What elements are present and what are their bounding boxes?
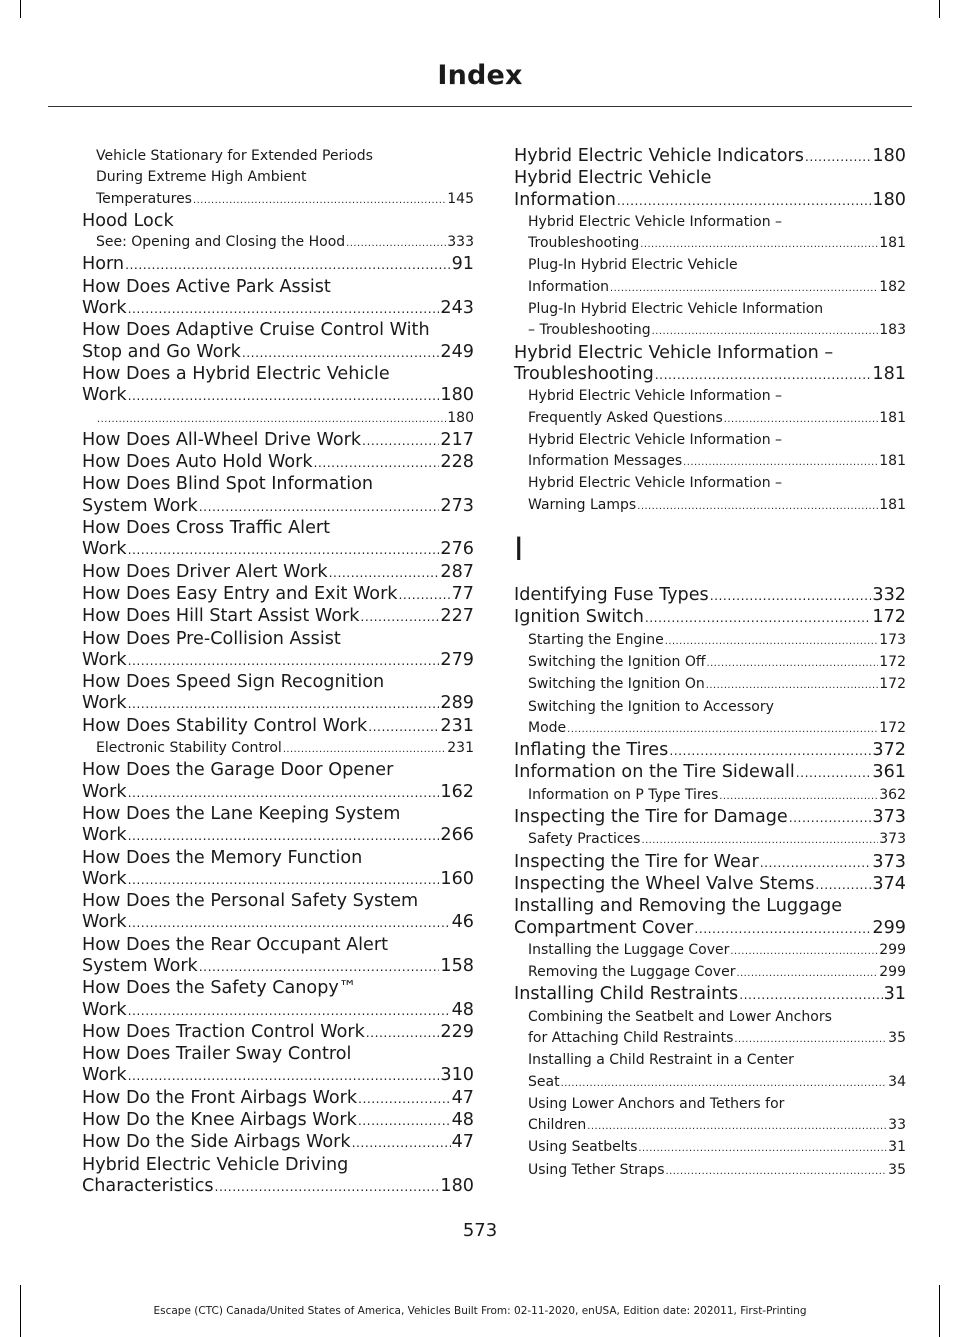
dot-leader: [125, 255, 451, 276]
index-entry: [82, 935, 474, 979]
dot-leader: [352, 1133, 451, 1154]
dot-leader: [128, 1001, 451, 1022]
dot-leader: [358, 1111, 451, 1132]
index-entry-label: See: Opening and Closing the Hood: [96, 234, 346, 251]
index-entry-label: Inspecting the Wheel Valve Stems: [514, 873, 815, 894]
dot-leader: [314, 453, 440, 474]
dot-leader: [128, 1066, 440, 1087]
dot-leader: [706, 675, 879, 696]
index-entry-label: Information: [514, 189, 616, 210]
index-column-left: [82, 146, 474, 1198]
index-entry-text: How Does a Hybrid Electric Vehicle: [82, 363, 390, 384]
index-entry-label: Troubleshooting: [514, 363, 654, 384]
dot-leader: [561, 1073, 888, 1094]
dot-leader: [587, 1116, 887, 1137]
index-subentry: [514, 386, 906, 430]
index-entry: [82, 891, 474, 935]
index-entry-label: Information Messages: [528, 453, 683, 470]
index-entry-label: Work: [82, 298, 127, 319]
dot-leader: [760, 853, 872, 874]
dot-leader: [128, 826, 440, 847]
index-entry: [82, 1110, 474, 1132]
index-page-ref: 35: [888, 1161, 906, 1178]
index-page-ref: 181: [872, 363, 906, 384]
index-page-ref: 373: [879, 831, 906, 848]
index-entry-label: How Does Driver Alert Work: [82, 561, 328, 582]
index-entry-text: Hybrid Electric Vehicle Information –: [514, 342, 834, 363]
index-page-ref: 180: [872, 189, 906, 210]
dot-leader: [128, 913, 451, 934]
dot-leader: [796, 763, 872, 784]
index-entry-label: Hood Lock: [82, 210, 174, 231]
index-page-ref: 372: [872, 740, 906, 761]
dot-leader: [641, 830, 878, 851]
dot-leader: [242, 343, 440, 364]
index-entry: [82, 1088, 474, 1110]
dot-leader: [719, 786, 878, 807]
index-subentry: [514, 430, 906, 474]
index-page-ref: 181: [879, 235, 906, 252]
index-entry: [82, 716, 474, 738]
index-entry-label: Warning Lamps: [528, 496, 637, 513]
dot-leader: [193, 190, 446, 211]
index-entry-text: How Does Cross Traffic Alert: [82, 518, 331, 539]
index-page-ref: 181: [879, 496, 906, 513]
index-entry-label: Ignition Switch: [514, 607, 644, 628]
index-subentry: [514, 255, 906, 299]
index-page-ref: 276: [440, 539, 474, 560]
index-entry-text: Installing a Child Restraint in a Center: [528, 1052, 794, 1069]
dot-leader: [730, 941, 878, 962]
dot-leader: [128, 386, 440, 407]
index-entry-label: for Attaching Child Restraints: [528, 1029, 734, 1046]
index-page-ref: 172: [879, 676, 906, 693]
index-entry-label: – Troubleshooting: [528, 322, 651, 339]
index-entry-label: Compartment Cover: [514, 917, 694, 938]
index-entry-label: Installing the Luggage Cover: [528, 941, 730, 958]
index-entry-text: Hybrid Electric Vehicle Information –: [528, 388, 783, 405]
index-entry: [514, 896, 906, 940]
dot-leader: [368, 717, 439, 738]
index-column-right: [514, 146, 906, 1182]
index-page-ref: 299: [872, 917, 906, 938]
index-page-ref: 31: [888, 1139, 906, 1156]
index-page-ref: 229: [440, 1021, 474, 1042]
index-entry-label: Inspecting the Tire for Wear: [514, 851, 759, 872]
index-entry-label: Mode: [528, 719, 567, 736]
crop-mark-top-left: [20, 0, 21, 18]
index-page-ref: 231: [440, 715, 474, 736]
index-entry-label: Identifying Fuse Types: [514, 585, 709, 606]
dot-leader: [617, 191, 872, 212]
index-entry-text: Switching the Ignition to Accessory: [528, 698, 774, 715]
index-page-ref: 217: [440, 429, 474, 450]
index-subentry: [514, 785, 906, 807]
dot-leader: [665, 631, 879, 652]
index-subentry: [514, 473, 906, 517]
index-page-ref: 289: [440, 693, 474, 714]
index-entry-label: Removing the Luggage Cover: [528, 964, 736, 981]
dot-leader: [329, 563, 440, 584]
index-entry-label: Work: [82, 868, 127, 889]
dot-leader: [128, 651, 440, 672]
dot-leader: [640, 234, 878, 255]
index-entry-label: Work: [82, 1065, 127, 1086]
index-page-ref: 182: [879, 278, 906, 295]
index-entry-text: Hybrid Electric Vehicle Information –: [528, 213, 783, 230]
index-entry-label: Information on the Tire Sidewall: [514, 762, 795, 783]
index-entry: [82, 760, 474, 804]
index-entry: [514, 343, 906, 387]
dot-leader: [805, 147, 872, 168]
index-entry-label: How Does Traction Control Work: [82, 1021, 365, 1042]
index-entry-text: How Does the Lane Keeping System: [82, 803, 401, 824]
index-entry-label: Characteristics: [82, 1175, 214, 1196]
index-page-ref: 48: [451, 999, 474, 1020]
dot-leader: [128, 299, 440, 320]
index-entry-label: Children: [528, 1117, 587, 1134]
index-entry-label: Information on P Type Tires: [528, 786, 719, 803]
index-subentry: [514, 829, 906, 851]
dot-leader: [734, 1029, 887, 1050]
index-page-ref: 173: [879, 631, 906, 648]
index-entry: [82, 672, 474, 716]
dot-leader: [399, 585, 451, 606]
dot-leader: [789, 808, 872, 829]
index-entry-label: Inflating the Tires: [514, 740, 669, 761]
header-rule: [48, 106, 912, 107]
index-entry-text: How Does Blind Spot Information: [82, 474, 374, 495]
index-entry-text: Hybrid Electric Vehicle: [514, 168, 712, 189]
index-page-ref: 231: [447, 740, 474, 757]
dot-leader: [567, 719, 878, 740]
index-page-ref: 373: [872, 807, 906, 828]
dot-leader: [128, 783, 440, 804]
dot-leader: [652, 321, 879, 342]
dot-leader: [736, 963, 878, 984]
index-entry-label: Work: [82, 781, 127, 802]
index-entry-label: How Do the Side Airbags Work: [82, 1132, 351, 1153]
index-page-ref: 180: [440, 1175, 474, 1196]
index-page-ref: 158: [440, 955, 474, 976]
index-entry-label: Work: [82, 693, 127, 714]
dot-leader: [97, 409, 446, 430]
index-subentry: [82, 738, 474, 760]
index-entry-text: How Does Trailer Sway Control: [82, 1044, 352, 1065]
index-entry: [82, 584, 474, 606]
index-entry-label: How Do the Front Airbags Work: [82, 1087, 358, 1108]
index-subentry: [82, 232, 474, 254]
index-subentry: [514, 1137, 906, 1159]
index-page-ref: 249: [440, 341, 474, 362]
dot-leader: [694, 919, 871, 940]
index-entry: [514, 585, 906, 607]
index-entry-label: Hybrid Electric Vehicle Indicators: [514, 146, 804, 166]
index-entry-label: Horn: [82, 254, 125, 275]
index-page-ref: 172: [879, 653, 906, 670]
dot-leader: [215, 1177, 440, 1198]
dot-leader: [815, 875, 871, 896]
index-entry-label: How Does Hill Start Assist Work: [82, 606, 360, 627]
index-entry-label: Switching the Ignition On: [528, 676, 705, 693]
index-entry-text: Plug-In Hybrid Electric Vehicle Information: [528, 301, 824, 318]
dot-leader: [366, 1023, 440, 1044]
index-entry: [514, 607, 906, 629]
index-entry-text: How Does the Garage Door Opener: [82, 760, 394, 781]
dot-leader: [610, 278, 878, 299]
index-page-ref: 162: [440, 781, 474, 802]
dot-leader: [666, 1161, 888, 1182]
index-entry-label: Information: [528, 278, 610, 295]
index-entry: [82, 1155, 474, 1199]
index-entry-label: Troubleshooting: [528, 235, 640, 252]
index-entry: [514, 852, 906, 874]
index-page-ref: 374: [872, 873, 906, 894]
index-page-ref: 47: [451, 1087, 474, 1108]
index-page-ref: 33: [888, 1117, 906, 1134]
index-entry-label: How Does All-Wheel Drive Work: [82, 429, 362, 450]
index-entry: [82, 804, 474, 848]
index-page-ref: 243: [440, 298, 474, 319]
index-entry-label: Electronic Stability Control: [96, 740, 282, 757]
index-entry-label: Work: [82, 649, 127, 670]
index-page-ref: 299: [879, 964, 906, 981]
index-entry-text: How Does the Memory Function: [82, 847, 363, 868]
index-entry: [82, 474, 474, 518]
index-entry-label: Work: [82, 539, 127, 560]
index-entry-text: How Does Speed Sign Recognition: [82, 672, 385, 693]
index-entry-label: Using Tether Straps: [528, 1161, 665, 1178]
index-page-ref: 287: [440, 561, 474, 582]
index-subentry: [514, 630, 906, 652]
dot-leader: [645, 608, 872, 629]
index-entry-label: Stop and Go Work: [82, 341, 241, 362]
index-entry-label: Starting the Engine: [528, 631, 664, 648]
index-page-ref: 361: [872, 762, 906, 783]
index-entry: [82, 254, 474, 276]
index-page-ref: 299: [879, 941, 906, 958]
index-entry: [82, 978, 474, 1022]
index-page-ref: 91: [451, 254, 474, 275]
index-page-ref: 228: [440, 452, 474, 473]
index-entry-label: Inspecting the Tire for Damage: [514, 807, 788, 828]
dot-leader: [128, 870, 440, 891]
index-entry-label: How Do the Knee Airbags Work: [82, 1110, 357, 1131]
index-entry-text: Hybrid Electric Vehicle Information –: [528, 475, 783, 492]
index-page-ref: 333: [447, 234, 474, 251]
index-entry: [514, 984, 906, 1006]
dot-leader: [739, 985, 882, 1006]
index-entry-label: Installing Child Restraints: [514, 984, 739, 1005]
index-subentry: [514, 1094, 906, 1138]
page-number: 573: [462, 1220, 498, 1241]
index-subentry: [514, 299, 906, 343]
dot-leader: [346, 233, 446, 254]
dot-leader: [360, 607, 439, 628]
index-page-ref: 266: [440, 825, 474, 846]
index-page-ref: 279: [440, 649, 474, 670]
index-entry: [82, 320, 474, 364]
index-entry-text: Vehicle Stationary for Extended Periods: [96, 148, 373, 164]
index-entry-text: How Does the Safety Canopy™: [82, 978, 357, 999]
index-entry-label: Safety Practices: [528, 831, 641, 848]
index-page-ref: 332: [872, 585, 906, 606]
index-entry-text: Plug-In Hybrid Electric Vehicle: [528, 257, 738, 274]
index-entry-text: How Does the Rear Occupant Alert: [82, 934, 389, 955]
index-entry-label: Temperatures: [96, 190, 192, 207]
index-page-ref: 181: [879, 453, 906, 470]
index-entry: [514, 740, 906, 762]
index-page-ref: 48: [451, 1110, 474, 1131]
dot-leader: [638, 1138, 887, 1159]
index-entry-text: How Does the Personal Safety System: [82, 891, 419, 912]
index-entry: [82, 629, 474, 673]
dot-leader: [358, 1089, 451, 1110]
index-entry: [514, 762, 906, 784]
index-entry-text: How Does Pre-Collision Assist: [82, 628, 341, 649]
footer-text: Escape (CTC) Canada/United States of America, Vehicles Built From: 02-11-2020, enUSA, Edition date: 202011, First-Printing: [153, 1305, 807, 1317]
index-entry-text: Combining the Seatbelt and Lower Anchors: [528, 1008, 832, 1025]
dot-leader: [199, 497, 440, 518]
index-entry-label: Work: [82, 999, 127, 1020]
index-entry-label: Work: [82, 912, 127, 933]
index-subentry: [514, 1160, 906, 1182]
index-entry: [514, 168, 906, 212]
index-subentry: [514, 652, 906, 674]
dot-leader: [683, 452, 878, 473]
index-page-ref: 183: [879, 322, 906, 339]
index-entry: [82, 1132, 474, 1154]
index-entry-label: System Work: [82, 955, 198, 976]
index-entry: [514, 874, 906, 896]
index-entry: [514, 146, 906, 168]
index-page-ref: 34: [888, 1073, 906, 1090]
index-subentry: [82, 146, 474, 211]
index-entry-text: How Does Adaptive Cruise Control With: [82, 320, 430, 341]
index-page-ref: 273: [440, 495, 474, 516]
index-page-ref: 180: [872, 146, 906, 166]
index-entry-label: How Does Easy Entry and Exit Work: [82, 583, 398, 604]
index-page-ref: 35: [888, 1029, 906, 1046]
index-subentry: [514, 962, 906, 984]
dot-leader: [199, 957, 440, 978]
index-subentry: [514, 1007, 906, 1051]
index-entry: [514, 807, 906, 829]
index-entry: [82, 848, 474, 892]
index-entries-h: [514, 146, 906, 517]
index-entry-label: How Does Stability Control Work: [82, 715, 368, 736]
index-page-ref: 181: [879, 409, 906, 426]
crop-mark-top-right: [939, 0, 940, 18]
index-entry: [82, 211, 474, 232]
index-entry: [82, 277, 474, 321]
index-page-ref: 77: [451, 583, 474, 604]
dot-leader: [655, 365, 872, 386]
dot-leader: [362, 431, 439, 452]
index-subentry: [514, 1050, 906, 1094]
index-page-ref: 373: [872, 851, 906, 872]
index-entry-label: Frequently Asked Questions: [528, 409, 723, 426]
index-entry: [82, 364, 474, 408]
index-page-ref: 310: [440, 1065, 474, 1086]
index-subentry: [514, 674, 906, 696]
index-entry-text: Installing and Removing the Luggage: [514, 896, 843, 917]
index-subentry: [514, 940, 906, 962]
index-entry: [82, 430, 474, 452]
index-entry: [82, 1022, 474, 1044]
section-letter: I: [514, 530, 524, 569]
index-page-ref: 47: [451, 1132, 474, 1153]
index-entry-text: Hybrid Electric Vehicle Information –: [528, 431, 783, 448]
index-page-ref: 160: [440, 868, 474, 889]
index-entry: [82, 518, 474, 562]
index-entry-text: During Extreme High Ambient: [96, 169, 307, 186]
index-entry-text: Hybrid Electric Vehicle Driving: [82, 1154, 349, 1175]
index-subentry: [514, 697, 906, 741]
index-page-ref: 227: [440, 606, 474, 627]
dot-leader: [669, 741, 871, 762]
index-entry-text: Using Lower Anchors and Tethers for: [528, 1095, 785, 1112]
index-page-ref: 180: [447, 409, 474, 426]
dot-leader: [283, 739, 446, 760]
index-page-ref: 145: [447, 190, 474, 207]
dot-leader: [637, 496, 878, 517]
page-title: Index: [437, 60, 523, 91]
index-entry: [82, 1044, 474, 1088]
index-page-ref: 172: [879, 719, 906, 736]
dot-leader: [710, 586, 872, 607]
index-entry: [82, 562, 474, 584]
dot-leader: [128, 540, 440, 561]
index-entries-i: [514, 585, 906, 1182]
index-entry-label: Work: [82, 825, 127, 846]
index-entry-label: Switching the Ignition Off: [528, 653, 706, 670]
dot-leader: [707, 653, 879, 674]
index-page-ref: 180: [440, 385, 474, 406]
index-page-ref: 362: [879, 786, 906, 803]
index-subentry: [82, 408, 474, 430]
dot-leader: [128, 694, 440, 715]
index-entry-text: How Does Active Park Assist: [82, 276, 331, 297]
index-subentry: [514, 212, 906, 256]
index-entry: [82, 606, 474, 628]
dot-leader: [724, 409, 878, 430]
index-entry-label: Using Seatbelts: [528, 1139, 638, 1156]
index-entry-label: How Does Auto Hold Work: [82, 452, 313, 473]
index-entry: [82, 452, 474, 474]
index-entry-label: Work: [82, 385, 127, 406]
index-page-ref: 172: [872, 607, 906, 628]
index-entry-label: Seat: [528, 1073, 560, 1090]
index-page-ref: 31: [883, 984, 906, 1005]
index-entry-label: System Work: [82, 495, 198, 516]
index-page-ref: 46: [451, 912, 474, 933]
